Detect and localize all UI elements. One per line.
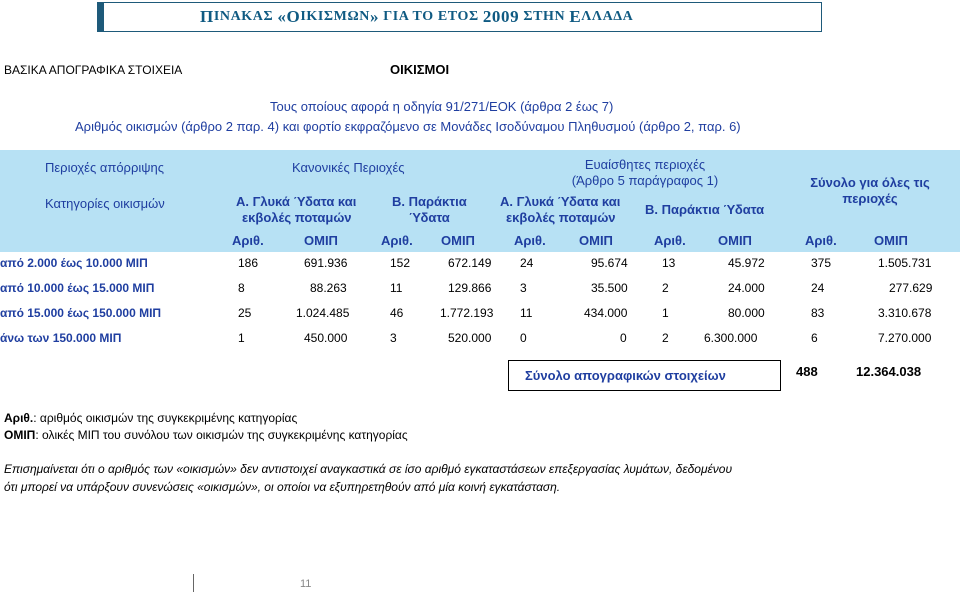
subcol-header: Αριθ. xyxy=(514,233,546,248)
total-all-areas-header: Σύνολο για όλες τις περιοχές xyxy=(810,175,930,206)
basic-data-label: ΒΑΣΙΚΑ ΑΠΟΓΡΑΦΙΚΑ ΣΤΟΙΧΕΙΑ xyxy=(4,63,183,77)
sensitive-areas-header: Ευαίσθητες περιοχές (Άρθρο 5 παράγραφος 1) xyxy=(571,157,719,188)
subcol-header: ΟΜΙΠ xyxy=(874,233,908,248)
subcol-header: Αριθ. xyxy=(654,233,686,248)
directive-line: Τους οποίους αφορά η οδηγία 91/271/ΕΟΚ (άρθρα 2 έως 7) xyxy=(270,99,614,114)
note-omip: ΟΜΙΠ: ολικές ΜΙΠ του συνόλου των οικισμών της συγκεκριμένης κατηγορίας xyxy=(4,428,408,442)
footer-divider xyxy=(193,574,194,592)
row-label: άνω των 150.000 ΜΙΠ xyxy=(0,331,122,345)
discharge-areas-header: Περιοχές απόρριψης xyxy=(45,160,164,175)
note-arith: Αριθ.: αριθμός οικισμών της συγκεκριμένης κατηγορίας xyxy=(4,411,298,425)
page-number: 11 xyxy=(300,578,312,590)
row-label: από 2.000 έως 10.000 ΜΙΠ xyxy=(0,256,148,270)
count-line: Αριθμός οικισμών (άρθρο 2 παρ. 4) και φορτίο εκφραζόμενο σε Μονάδες Ισοδύναμου Πληθυσμού (άρθρο 2, παρ. 6) xyxy=(75,119,741,134)
normal-areas-header: Κανονικές Περιοχές xyxy=(292,160,405,175)
remark-line-2: ότι μπορεί να υπάρξουν συνενώσεις «οικισμών», οι οποίοι να εξυπηρετηθούν από μία κοινή εγκατάσταση. xyxy=(4,480,561,494)
row-label: από 10.000 έως 15.000 ΜΙΠ xyxy=(0,281,155,295)
subcol-header: Αριθ. xyxy=(805,233,837,248)
page-title: Π ΙΝΑΚΑΣ « Ο ΙΚΙΣΜΩΝ » ΓΙΑ ΤΟ ΕΤΟΣ 2009 ΣΤΗΝ Ε ΛΛΑΔΑ xyxy=(97,2,822,32)
subcol-header: ΟΜΙΠ xyxy=(304,233,338,248)
total-label-box: Σύνολο απογραφικών στοιχείων xyxy=(508,360,781,391)
subcol-header: Αριθ. xyxy=(381,233,413,248)
categories-header: Κατηγορίες οικισμών xyxy=(45,196,165,211)
subcol-header: ΟΜΙΠ xyxy=(441,233,475,248)
settlements-label: ΟΙΚΙΣΜΟΙ xyxy=(390,62,450,77)
subcol-header: ΟΜΙΠ xyxy=(579,233,613,248)
fresh-waters-header: Α. Γλυκά Ύδατα και εκβολές ποταμών xyxy=(236,194,357,225)
subcol-header: ΟΜΙΠ xyxy=(718,233,752,248)
sensitive-coastal-header: Β. Παράκτια Ύδατα xyxy=(645,202,765,217)
coastal-waters-header: Β. Παράκτια Ύδατα xyxy=(392,194,467,225)
total-count: 488 xyxy=(796,364,818,379)
row-label: από 15.000 έως 150.000 ΜΙΠ xyxy=(0,306,162,320)
sensitive-fresh-waters-header: Α. Γλυκά Ύδατα και εκβολές ποταμών xyxy=(500,194,621,225)
total-load: 12.364.038 xyxy=(856,364,922,379)
remark-line-1: Επισημαίνεται ότι ο αριθμός των «οικισμών» δεν αντιστοιχεί αναγκαστικά σε ίσο αριθμό εγκαταστάσεων επεξεργασίας λυμάτων, δεδομένου xyxy=(4,462,733,476)
subcol-header: Αριθ. xyxy=(232,233,264,248)
